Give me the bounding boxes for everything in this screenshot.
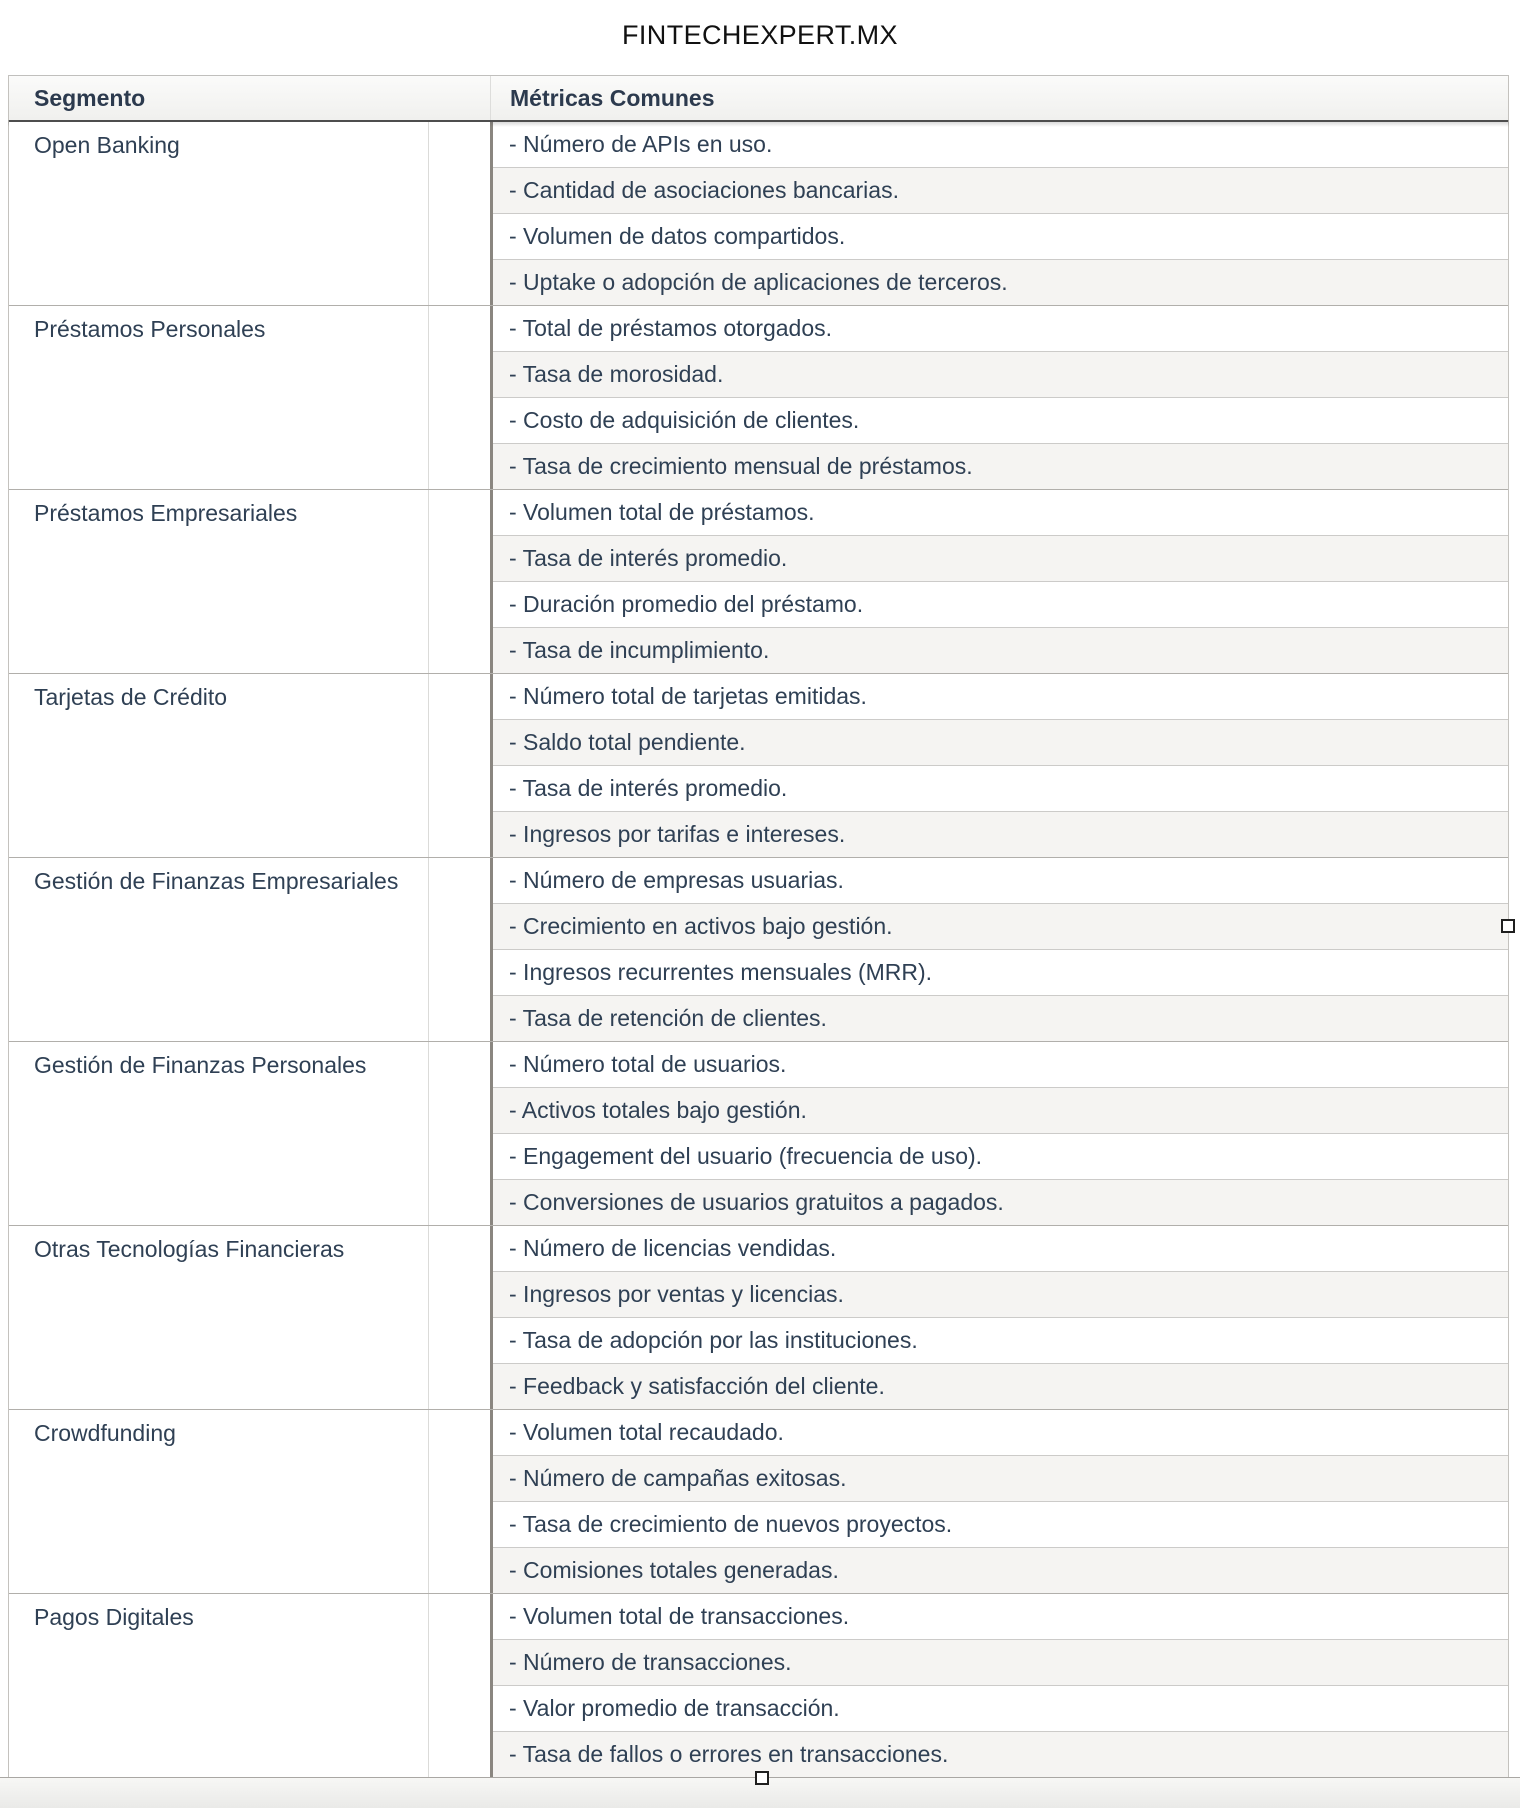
metric-cell: - Número total de tarjetas emitidas. (493, 674, 1508, 720)
column-header-segmento: Segmento (34, 85, 146, 111)
metrics-cells (490, 858, 1508, 1041)
metric-cell: - Tasa de interés promedio. (493, 536, 1508, 582)
segment-name: Préstamos Personales (9, 306, 490, 489)
metric-cell: - Número de transacciones. (493, 1640, 1508, 1686)
metric-cell: - Total de préstamos otorgados. (493, 306, 1508, 352)
segment-row (9, 122, 1508, 306)
segment-row (9, 1042, 1508, 1226)
segment-row (9, 858, 1508, 1042)
table-resize-handle-bottom[interactable] (755, 1771, 769, 1785)
metric-cell: - Número de campañas exitosas. (493, 1456, 1508, 1502)
metric-cell: - Valor promedio de transacción. (493, 1686, 1508, 1732)
metric-cell: - Volumen de datos compartidos. (493, 214, 1508, 260)
segment-name: Gestión de Finanzas Empresariales (9, 858, 490, 1041)
metric-cell: - Tasa de morosidad. (493, 352, 1508, 398)
metric-cell: - Crecimiento en activos bajo gestión. (493, 904, 1508, 950)
metric-cell: - Tasa de retención de clientes. (493, 996, 1508, 1041)
metric-cell: - Cantidad de asociaciones bancarias. (493, 168, 1508, 214)
metric-cell: - Costo de adquisición de clientes. (493, 398, 1508, 444)
metric-cell: - Volumen total recaudado. (493, 1410, 1508, 1456)
metric-cell: - Volumen total de préstamos. (493, 490, 1508, 536)
table-resize-handle-right[interactable] (1501, 919, 1515, 933)
metric-cell: - Uptake o adopción de aplicaciones de terceros. (493, 260, 1508, 305)
segment-name: Open Banking (9, 122, 490, 305)
metric-cell: - Conversiones de usuarios gratuitos a pagados. (493, 1180, 1508, 1225)
metrics-table (8, 75, 1509, 1777)
metric-cell: - Número de APIs en uso. (493, 122, 1508, 168)
segment-name: Tarjetas de Crédito (9, 674, 490, 857)
metrics-cells (490, 122, 1508, 305)
metric-cell: - Tasa de fallos o errores en transacciones. (493, 1732, 1508, 1777)
metric-cell: - Duración promedio del préstamo. (493, 582, 1508, 628)
metric-cell: - Ingresos por tarifas e intereses. (493, 812, 1508, 857)
segment-name: Préstamos Empresariales (9, 490, 490, 673)
metric-cell: - Número de empresas usuarias. (493, 858, 1508, 904)
table-header-row (9, 75, 1508, 122)
segment-name: Otras Tecnologías Financieras (9, 1226, 490, 1409)
metric-cell: - Feedback y satisfacción del cliente. (493, 1364, 1508, 1409)
table-body (9, 122, 1508, 1777)
metrics-cells (490, 1594, 1508, 1777)
metrics-cells (490, 674, 1508, 857)
metrics-cells (490, 490, 1508, 673)
metric-cell: - Número total de usuarios. (493, 1042, 1508, 1088)
segment-row (9, 1226, 1508, 1410)
metric-cell: - Tasa de crecimiento de nuevos proyectos. (493, 1502, 1508, 1548)
metric-cell: - Saldo total pendiente. (493, 720, 1508, 766)
metric-cell: - Comisiones totales generadas. (493, 1548, 1508, 1593)
metric-cell: - Volumen total de transacciones. (493, 1594, 1508, 1640)
segment-row (9, 674, 1508, 858)
metric-cell: - Tasa de incumplimiento. (493, 628, 1508, 673)
segment-row (9, 306, 1508, 490)
metrics-cells (490, 1226, 1508, 1409)
metric-cell: - Tasa de adopción por las instituciones. (493, 1318, 1508, 1364)
metric-cell: - Activos totales bajo gestión. (493, 1088, 1508, 1134)
metrics-cells (490, 1410, 1508, 1593)
segment-name: Crowdfunding (9, 1410, 490, 1593)
segment-row (9, 490, 1508, 674)
metric-cell: - Tasa de crecimiento mensual de préstamos. (493, 444, 1508, 489)
segment-row (9, 1410, 1508, 1594)
metrics-cells (490, 306, 1508, 489)
metric-cell: - Engagement del usuario (frecuencia de uso). (493, 1134, 1508, 1180)
column-header-metricas: Métricas Comunes (510, 85, 715, 111)
metric-cell: - Tasa de interés promedio. (493, 766, 1508, 812)
header-column-divider (490, 76, 491, 120)
segment-name: Pagos Digitales (9, 1594, 490, 1777)
metric-cell: - Ingresos por ventas y licencias. (493, 1272, 1508, 1318)
metrics-cells (490, 1042, 1508, 1225)
title-bar (0, 0, 1520, 75)
segment-row (9, 1594, 1508, 1777)
metric-cell: - Número de licencias vendidas. (493, 1226, 1508, 1272)
page-title: FINTECHEXPERT.MX (622, 20, 898, 50)
segment-name: Gestión de Finanzas Personales (9, 1042, 490, 1225)
metric-cell: - Ingresos recurrentes mensuales (MRR). (493, 950, 1508, 996)
